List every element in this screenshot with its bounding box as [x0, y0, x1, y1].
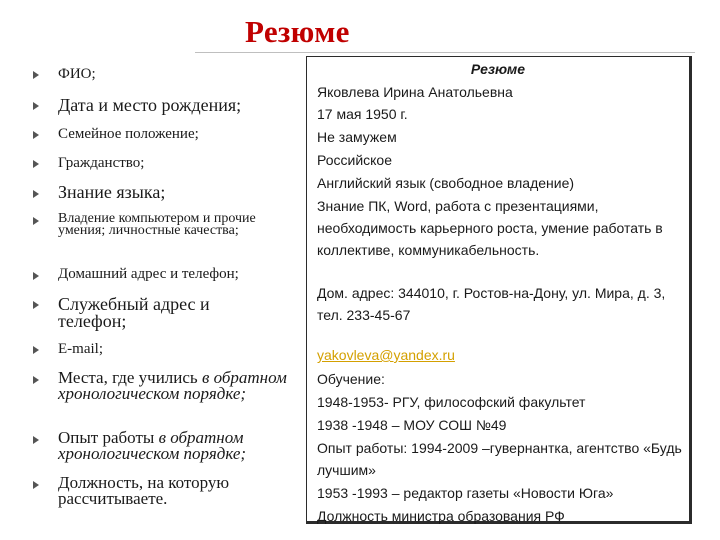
field-item-birth: Дата и место рождения; [58, 95, 242, 115]
bullet-arrow-icon [33, 160, 39, 168]
resume-work-1: Опыт работы: 1994-2009 –гувернантка, агентство «Будь лучшим» [317, 440, 682, 478]
resume-marital-status: Не замужем [317, 129, 397, 145]
field-item-experience-plain: Опыт работы [58, 428, 159, 447]
field-item-education [58, 370, 303, 402]
resume-citizenship: Российское [317, 152, 393, 168]
bullet-arrow-icon [33, 71, 39, 79]
resume-work-2: 1953 -1993 – редактор газеты «Новости Юга» [317, 485, 614, 501]
resume-heading: Резюме [470, 61, 526, 77]
field-list [0, 0, 300, 540]
bullet-arrow-icon [33, 131, 39, 139]
resume-language: Английский язык (свободное владение) [317, 175, 575, 191]
page-title: Резюме [245, 14, 350, 49]
field-item-experience [58, 430, 290, 462]
resume-education-1: 1948-1953- РГУ, философский факультет [317, 394, 586, 410]
resume-education-2: 1938 -1948 – МОУ СОШ №49 [317, 417, 507, 433]
field-item-marital: Семейное положение; [58, 126, 199, 142]
bullet-arrow-icon [33, 436, 39, 444]
resume-position: Должность министра образования РФ [317, 508, 565, 524]
email-link[interactable]: yakovleva@yandex.ru [317, 347, 455, 363]
field-item-experience-italic: в обратном хронологическом порядке; [58, 428, 247, 463]
field-item-education-italic: в обратном хронологическом порядке; [58, 368, 287, 403]
bullet-arrow-icon [33, 376, 39, 384]
bullet-arrow-icon [33, 102, 39, 110]
field-item-skills: Владение компьютером и прочие умения; личностные качества; [58, 211, 256, 238]
field-item-citizenship: Гражданство; [58, 155, 145, 171]
bullet-arrow-icon [33, 272, 39, 280]
bullet-arrow-icon [33, 481, 39, 489]
field-item-fio: ФИО; [58, 66, 96, 82]
resume-birth-date: 17 мая 1950 г. [317, 106, 408, 122]
field-item-work-address: Служебный адрес и телефон; [58, 294, 210, 331]
field-item-position: Должность, на которую рассчитываете. [58, 473, 230, 508]
field-item-home-address: Домашний адрес и телефон; [58, 266, 239, 282]
bullet-arrow-icon [33, 217, 39, 225]
bullet-arrow-icon [33, 346, 39, 354]
resume-skills: Знание ПК, Word, работа с презентациями, необходимость карьерного роста, умение работать в коллективе, коммуникабельность. [317, 198, 663, 258]
resume-email [317, 344, 687, 366]
bullet-arrow-icon [33, 190, 39, 198]
resume-example-box [306, 56, 692, 524]
bullet-arrow-icon [33, 301, 39, 309]
field-item-education-plain: Места, где учились [58, 368, 202, 387]
field-item-email: E-mail; [58, 341, 103, 357]
resume-education-label: Обучение: [317, 371, 385, 387]
resume-address: Дом. адрес: 344010, г. Ростов-на-Дону, ул. Мира, д. 3, тел. 233-45-67 [317, 285, 666, 323]
resume-name: Яковлева Ирина Анатольевна [317, 84, 513, 100]
field-item-language: Знание языка; [58, 182, 166, 202]
